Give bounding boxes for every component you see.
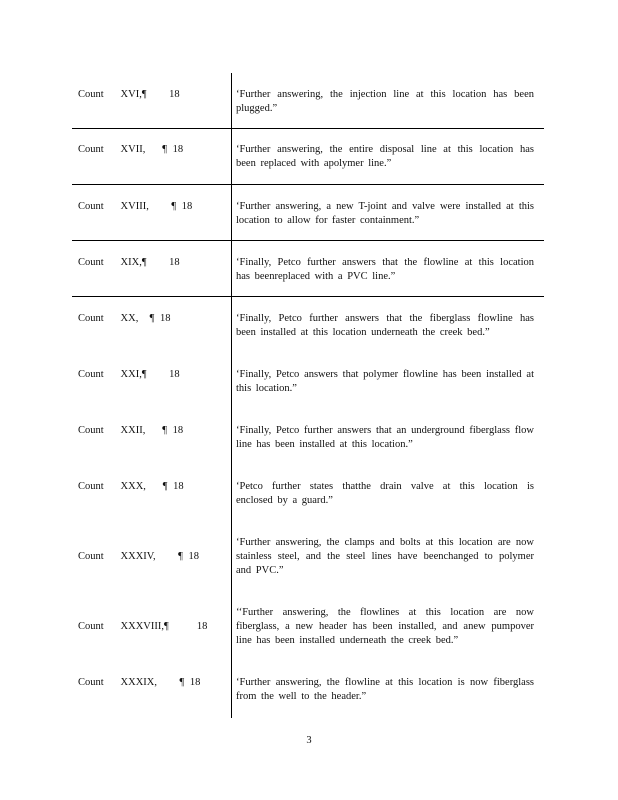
row-divider: [72, 296, 544, 297]
count-label: Count XX, ¶ 18: [78, 313, 171, 324]
row-divider: [72, 184, 544, 185]
count-label: Count XXXIV, ¶ 18: [78, 551, 200, 562]
count-label: Count XVIII, ¶ 18: [78, 201, 193, 212]
response-text: ‘Finally, Petco further answers that an underground fiberglass flow line has been installed at this location.”: [236, 425, 534, 450]
response-text: ‘Further answering, the clamps and bolts at this location are now stainless steel, and the steel lines have beenchanged to polymer and PVC.”: [236, 537, 534, 576]
response-text: ‘Petco further states thatthe drain valve at this location is enclosed by a guard.”: [236, 481, 534, 506]
page-number: 3: [306, 735, 312, 746]
response-text: ‘Further answering, a new T-joint and valve were installed at this location to allow for faster containment.”: [236, 201, 534, 226]
response-text: ‘‘Further answering, the flowlines at this location are now fiberglass, a new header has been installed, and anew pumpover line has been installed underneath the creek bed.”: [236, 607, 534, 646]
response-text: ‘Finally, Petco further answers that the flowline at this location has beenreplaced with a PVC line.”: [236, 257, 534, 282]
count-label: Count XVI,¶ 18: [78, 89, 180, 100]
count-label: Count XXII, ¶ 18: [78, 425, 184, 436]
count-label: Count XXXVIII,¶ 18: [78, 621, 208, 632]
row-divider: [72, 128, 544, 129]
count-label: Count XXI,¶ 18: [78, 369, 180, 380]
response-text: ‘Finally, Petco further answers that the fiberglass flowline has been installed at this location underneath the creek bed.”: [236, 313, 534, 338]
count-label: Count XXXIX, ¶ 18: [78, 677, 201, 688]
column-divider: [231, 73, 232, 718]
row-divider: [72, 240, 544, 241]
count-label: Count XVII, ¶ 18: [78, 144, 184, 155]
count-label: Count XIX,¶ 18: [78, 257, 180, 268]
response-text: ‘Further answering, the injection line at this location has been plugged.”: [236, 89, 534, 114]
response-text: ‘Finally, Petco answers that polymer flowline has been installed at this location.”: [236, 369, 534, 394]
count-label: Count XXX, ¶ 18: [78, 481, 184, 492]
response-text: ‘Further answering, the flowline at this location is now fiberglass from the well to the header.”: [236, 677, 534, 702]
response-text: ‘Further answering, the entire disposal line at this location has been replaced with apolymer line.”: [236, 144, 534, 169]
